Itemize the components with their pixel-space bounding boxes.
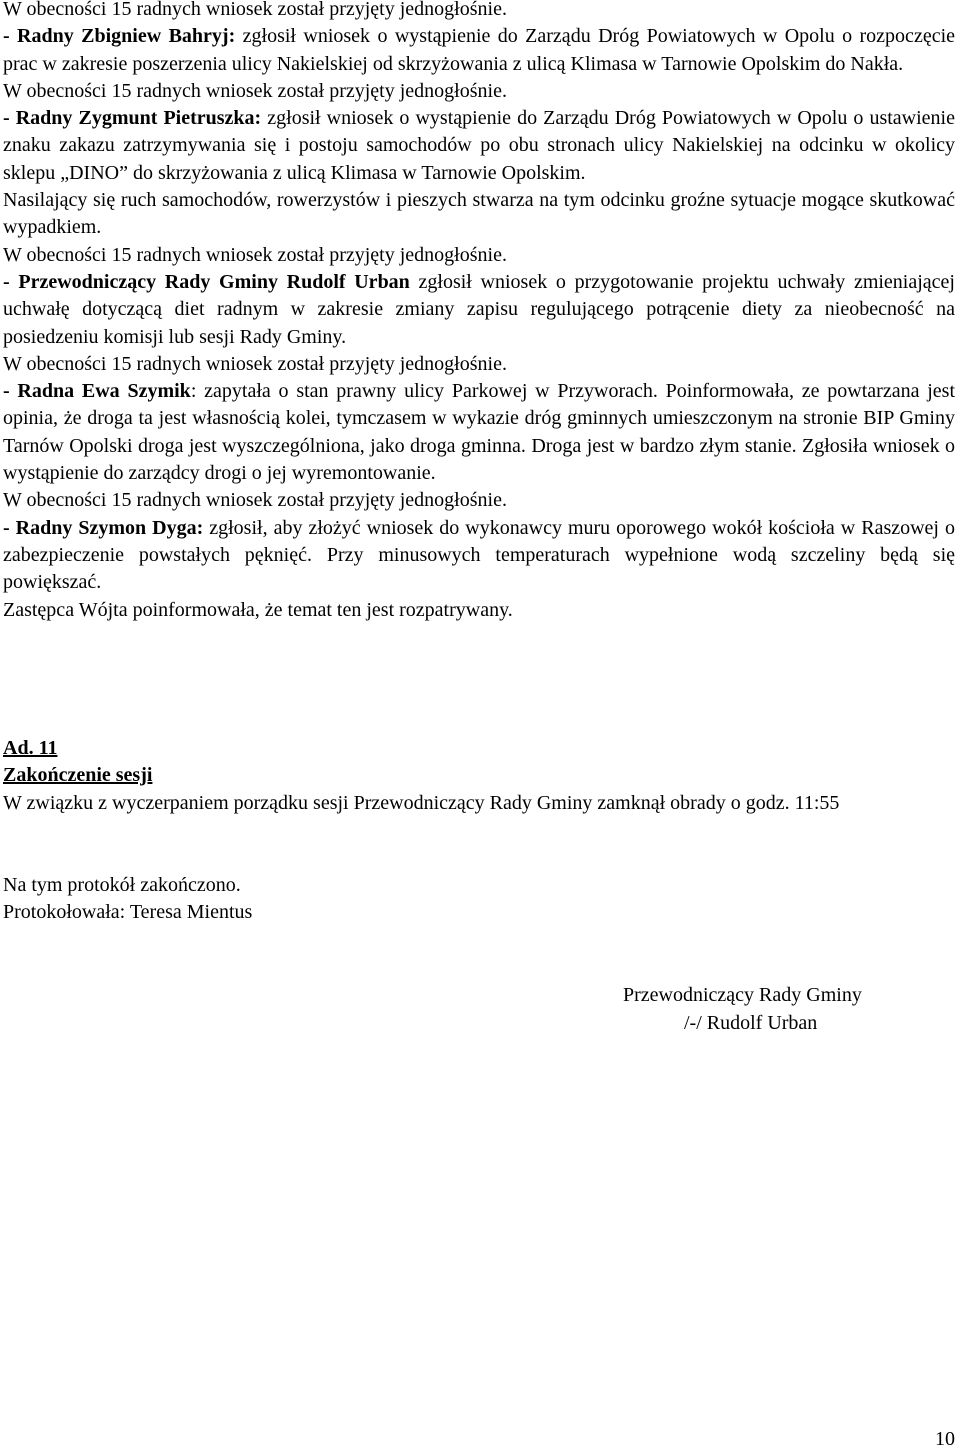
protocol-end-line: Na tym protokół zakończono. (3, 874, 241, 896)
motion-text: zgłosił, aby złożyć wniosek do wykonawcy muru oporowego wokół kościoła w Raszowej o zabezpieczenie powstałych pęknięć. Przy minusowych temperaturach wypełnione wodą szczeliny będą się powiększać. (3, 516, 955, 594)
page-number: 10 (935, 1428, 955, 1450)
speaker-name: - Radny Szymon Dyga: (3, 516, 204, 539)
speaker-name: - Radny Zbigniew Bahryj: (3, 25, 236, 48)
motion-paragraph (3, 105, 955, 187)
resolution-paragraph-group (3, 0, 955, 624)
signature-title: Przewodniczący Rady Gminy (623, 984, 862, 1006)
vote-result: W obecności 15 radnych wniosek został przyjęty jednogłośnie. (3, 352, 507, 375)
motion-text: zgłosił wniosek o przygotowanie projektu uchwały zmieniającej uchwałę dotyczącą diet radnym w zakresie zmiany zapisu regulującego potrącenie diety za nieobecność na posiedzeniu komisji lub sesji Rady Gminy. (3, 270, 955, 348)
motion-text: zgłosił wniosek o wystąpienie do Zarządu Dróg Powiatowych w Opolu o rozpoczęcie prac w zakresie poszerzenia ulicy Nakielskiej od skrzyżowania z ulicą Klimasa w Tarnowie Opolskim do Nakła. (3, 25, 956, 75)
recorder-line: Protokołowała: Teresa Mientus (3, 901, 253, 924)
speaker-name: - Przewodniczący Rady Gminy Rudolf Urban (3, 270, 410, 293)
motion-paragraph (3, 378, 955, 487)
vote-result: W obecności 15 radnych wniosek został przyjęty jednogłośnie. (3, 79, 507, 102)
signature-name: /-/ Rudolf Urban (684, 1012, 818, 1034)
section-text: W związku z wyczerpaniem porządku sesji Przewodniczący Rady Gminy zamknął obrady o godz. 11:55 (3, 791, 840, 814)
speaker-name: - Radna Ewa Szymik (3, 380, 191, 403)
vote-result: W obecności 15 radnych wniosek został przyjęty jednogłośnie. (3, 243, 507, 266)
vote-result: W obecności 15 radnych wniosek został przyjęty jednogłośnie. (3, 0, 507, 20)
closing-section (3, 735, 955, 817)
motion-paragraph (3, 515, 955, 597)
motion-text: : zapytała o stan prawny ulicy Parkowej w Przyworach. Poinformowała, ze powtarzana jest opinia, że droga ta jest własnością kolei, tymczasem w wykazie dróg gminnych umieszczonym na stronie BIP Gminy Tarnów Opolski droga jest wyszczególniona, jako droga gminna. Droga jest w bardzo złym stanie. Zgłosiła wniosek o wystąpienie do zarządcy drogi o jej wyremontowanie. (3, 380, 955, 485)
section-title: Zakończenie sesji (3, 764, 153, 787)
speaker-name: - Radny Zygmunt Pietruszka: (3, 107, 262, 130)
motion-justification: Nasilający się ruch samochodów, rowerzystów i pieszych stwarza na tym odcinku groźne sytuacje mogące skutkować wypadkiem. (3, 189, 955, 239)
section-number: Ad. 11 (3, 737, 58, 759)
motion-text: zgłosił wniosek o wystąpienie do Zarządu Dróg Powiatowych w Opolu o ustawienie znaku zakazu zatrzymywania się i postoju samochodów po obu stronach ulicy Nakielskiej na odcinku w okolicy sklepu „DINO” do skrzyżowania z ulicą Klimasa w Tarnowie Opolskim. (3, 107, 955, 184)
motion-paragraph (3, 23, 955, 78)
deputy-response: Zastępca Wójta poinformowała, że temat ten jest rozpatrywany. (3, 598, 513, 621)
vote-result: W obecności 15 radnych wniosek został przyjęty jednogłośnie. (3, 489, 507, 512)
motion-paragraph (3, 269, 955, 351)
signature-block (623, 981, 903, 1037)
protocol-closing (3, 872, 955, 927)
